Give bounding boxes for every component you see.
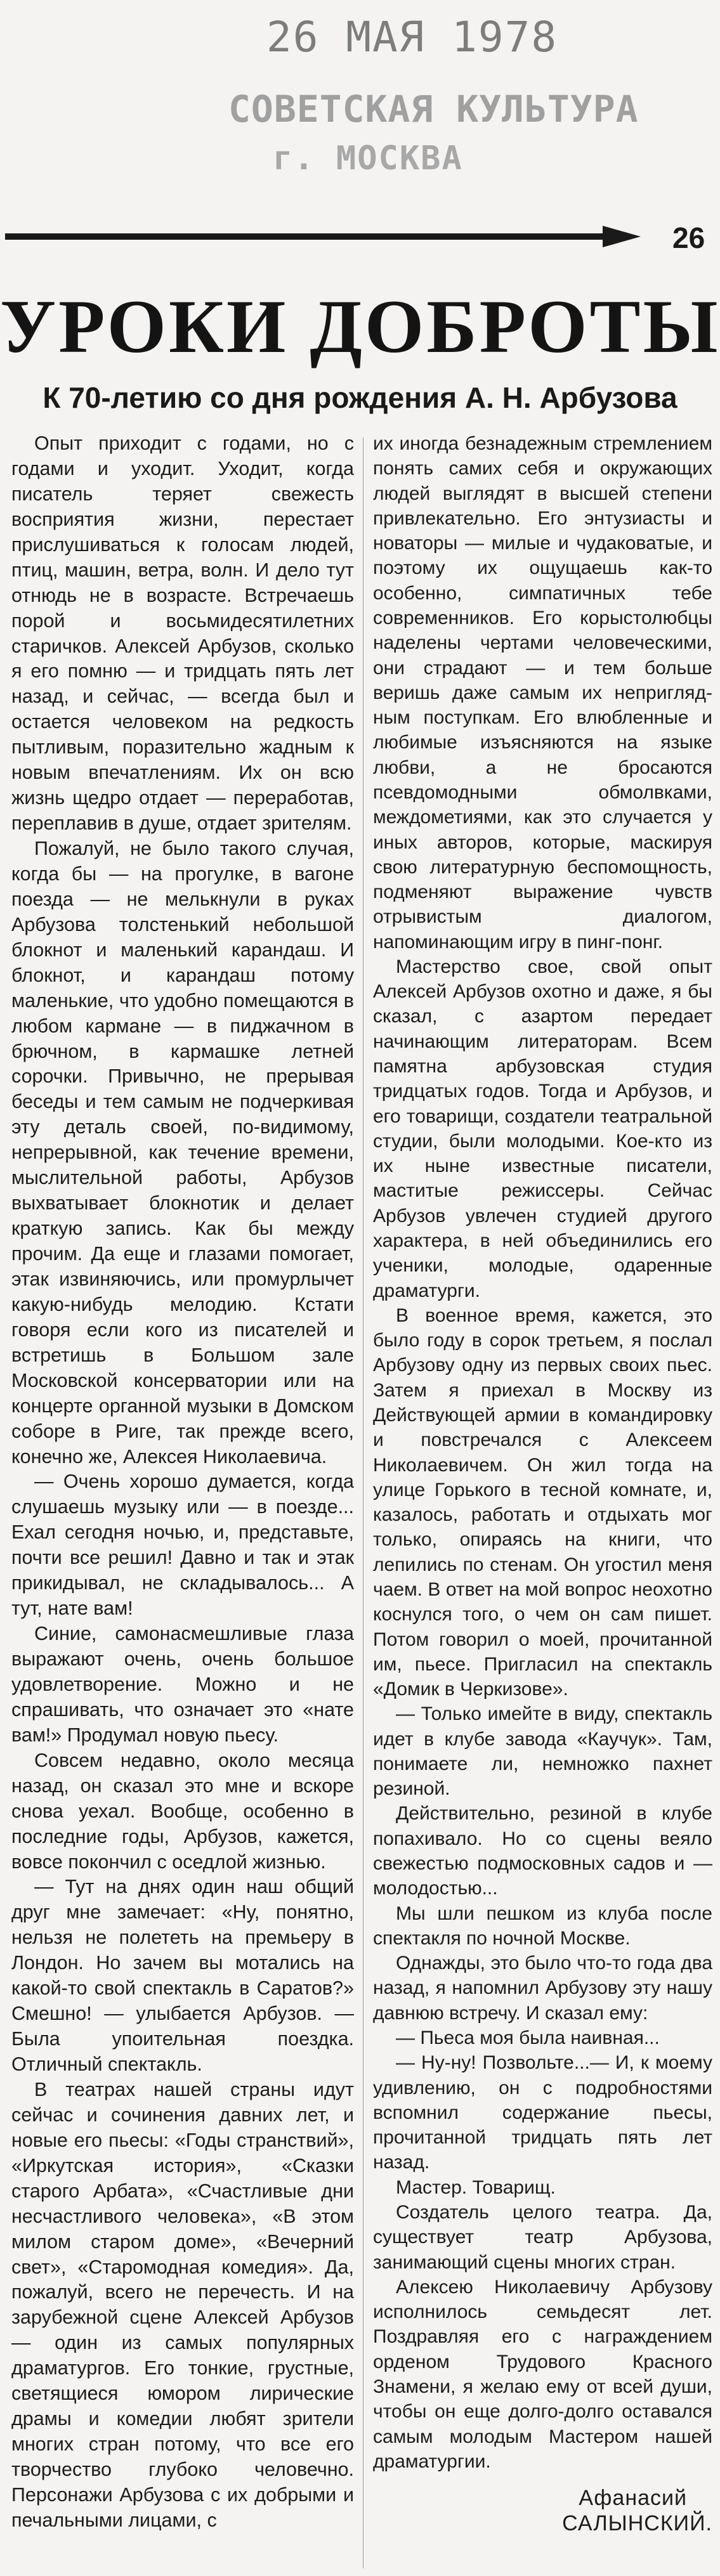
paragraph: их иногда безнадежным стремлением понять самих себя и окружающих людей выглядят в высшей степени привлекательно. Его энтузиасты и новаторы — милые и чудаковатые, и поэтому их ощущаешь как-то особенно, симпатичных тебе современников. Его корыстолюбцы наделены чертами человеческими, они страдают — и тем больше веришь даже самым их неприглядным поступкам. Его влюбленные и любимые изъясняются на языке любви, а не бросаются псевдомодными обмолвками, междометиями, как это случается у иных авторов, которые, маскируя свою литературную беспомощность, подменяют выражение чувств отрывистым диалогом, напоминающим игру в пинг-понг. — [373, 433, 712, 953]
paragraph: — Очень хорошо думается, когда слушаешь музыку или — в поезде... Ехал сегодня ночью, и, представьте, почти все решил! Давно и так и этак прикидывал, не складывалось... А тут, нате вам! — [11, 1471, 354, 1620]
paragraph: Создатель целого театра. Да, существует театр Арбузова, занимающий сцены многих стран. — [373, 2201, 712, 2273]
stamp-date: 26 МАЯ 1978 — [266, 13, 558, 62]
paragraph: Однажды, это было что-то года два назад, я напомнил Арбузову эту нашу давнюю встречу. И сказал ему: — [373, 1953, 712, 2024]
author-signature — [373, 2485, 712, 2536]
stamp-city: г. МОСКВА — [273, 140, 463, 178]
left-column — [11, 431, 354, 2534]
author-first-name: Афанасий — [579, 2486, 687, 2511]
paragraph: Совсем недавно, около месяца назад, он сказал это мне и вскоре снова уехал. Вообще, особенно в последние годы, Арбузов, кажется, вовсе покончил с оседлой жизнью. — [11, 1749, 354, 1873]
paragraph: В военное время, кажется, это было году в сорок третьем, я послал Арбузову одну из первых своих пьес. Затем я приехал в Москву из Действующей армии в командировку и повстречался с Алексеем Николаевичем. Он жил тогда на улице Горького в тесной комнате, и, казалось, работать и отдыхать мог только, опираясь на книги, что лепились по стенам. Он угостил меня чаем. В ответ на мой вопрос неохотно коснулся того, о чем он сам пишет. Потом говорил о моей, прочитанной им, пьесе. Пригласил на спектакль «Домик в Черкизове». — [373, 1304, 712, 1700]
article-subtitle: К 70-летию со дня рождения А. Н. Арбузова — [43, 381, 677, 414]
right-column — [373, 431, 712, 2536]
paragraph: — Ну-ну! Позвольте...— И, к моему удивлению, он с подробностями вспомнил содержание пьесы, прочитанной тридцать пять лет назад. — [373, 2052, 712, 2173]
paragraph: — Пьеса моя была наивная... — [396, 2027, 660, 2048]
archive-stamp — [190, 13, 639, 184]
article-title: УРОКИ ДОБРОТЫ — [0, 284, 720, 368]
paragraph: — Только имейте в виду, спектакль идет в клубе завода «Каучук». Там, понимаете ли, немножко пахнет резиной. — [373, 1703, 712, 1800]
paragraph: Опыт приходит с годами, но с годами и уходит. Уходит, когда писатель теряет свежесть восприятия жизни, перестает прислушиваться к голосам людей, птиц, машин, ветра, волн. И дело тут отнюдь не в возрасте. Встречаешь порой и восьмидесятилетних старичков. Алексей Арбузов, сколько я его помню — и тридцать пять лет назад, и сейчас, — всегда был и остается человеком на редкость пытливым, поразительно жадным к новым впечатлениям. Их он всю жизнь щедро отдает — переработав, переплавив в душе, отдает зрителям. — [11, 433, 354, 835]
paragraph: Пожалуй, не было такого случая, когда бы — на прогулке, в вагоне поезда — не мелькнули в руках Арбузова толстенький небольшой блокнот и маленький карандаш. И блокнот, и карандаш потому маленькие, что удобно помещаются в любом кармане — в пиджачном в брючном, в кармашке летней сорочки. Привычно, не прерывая беседы и тем самым не подчеркивая эту деталь своей, по-видимому, непрерывной, как течение времени, мыслительной работы, Арбузов выхватывает блокнотик и делает краткую запись. Как бы между прочим. Да еще и глазами помогает, этак извиняючись, или промурлычет какую-нибудь мелодию. Кстати говоря если кого из писателей и встретишь в Большом зале Московской консерватории или на концерте органной музыки в Домском соборе в Риге, так прежде всего, конечно же, Алексея Николаевича. — [11, 838, 354, 1467]
paragraph: Мастер. Товарищ. — [396, 2176, 556, 2198]
page-number: 26 — [672, 221, 705, 254]
paragraph: Действительно, резиной в клубе попахивало. Но со сцены веяло свежестью подмосковных садов и — молодостью... — [373, 1803, 712, 1899]
paragraph: В театрах нашей страны идут сейчас и сочинения давних лет, и новые его пьесы: «Годы странствий», «Иркутская история», «Сказки старого Арбата», «Счастливые дни несчастливого человека», «В этом милом старом доме», «Вечерний свет», «Старомодная комедия». Да, пожалуй, всего не перечесть. И на зарубежной сцене Алексей Арбузов — один из самых популярных драматургов. Его тонкие, грустные, светящиеся юмором лирические драмы и комедии любят зрители многих стран потому, что все его творчество глубоко человечно. Персонажи Арбузова с их добрыми и печальными лицами, с — [11, 2078, 354, 2531]
stamp-newspaper: СОВЕТСКАЯ КУЛЬТУРА — [228, 88, 639, 131]
paragraph: Синие, самонасмешливые глаза выражают очень, очень большое удовлетворение. Можно и не спрашивать, что означает это «нате вам!» Продумал новую пьесу. — [11, 1623, 354, 1746]
author-last-name: САЛЫНСКИЙ. — [562, 2511, 712, 2536]
paragraph: — Тут на днях один наш общий друг мне замечает: «Ну, понятно, нельзя не полететь на премьеру в Лондон. Но зачем вы мотались на какой-то свой спектакль в Саратов?» Смешно! — улыбается Арбузов. — Была упоительная поездка. Отличный спектакль. — [11, 1876, 354, 2075]
paragraph: Мы шли пешком из клуба после спектакля по ночной Москве. — [373, 1903, 712, 1949]
paragraph: Алексею Николаевичу Арбузову исполнилось семьдесят лет. Поздравляя его с награждением орденом Трудового Красного Знамени, я желаю ему от всей души, чтобы он еще долго-долго оставался самым молодым Мастером нашей драматургии. — [373, 2276, 712, 2472]
rule-arrow-ornament — [603, 226, 641, 247]
header-rule — [5, 233, 608, 240]
paragraph: Мастерство свое, свой опыт Алексей Арбузов охотно и даже, я бы сказал, с азартом передает начинающим литераторам. Всем памятна арбузовская студия тридцатых годов. Тогда и Арбузов, и его товарищи, создатели театральной студии, были молодыми. Кое-кто из их ныне известные писатели, маститые режиссеры. Сейчас Арбузов увлечен студией другого характера, в ней объединились его ученики, молодые, одаренные драматурги. — [373, 956, 712, 1301]
